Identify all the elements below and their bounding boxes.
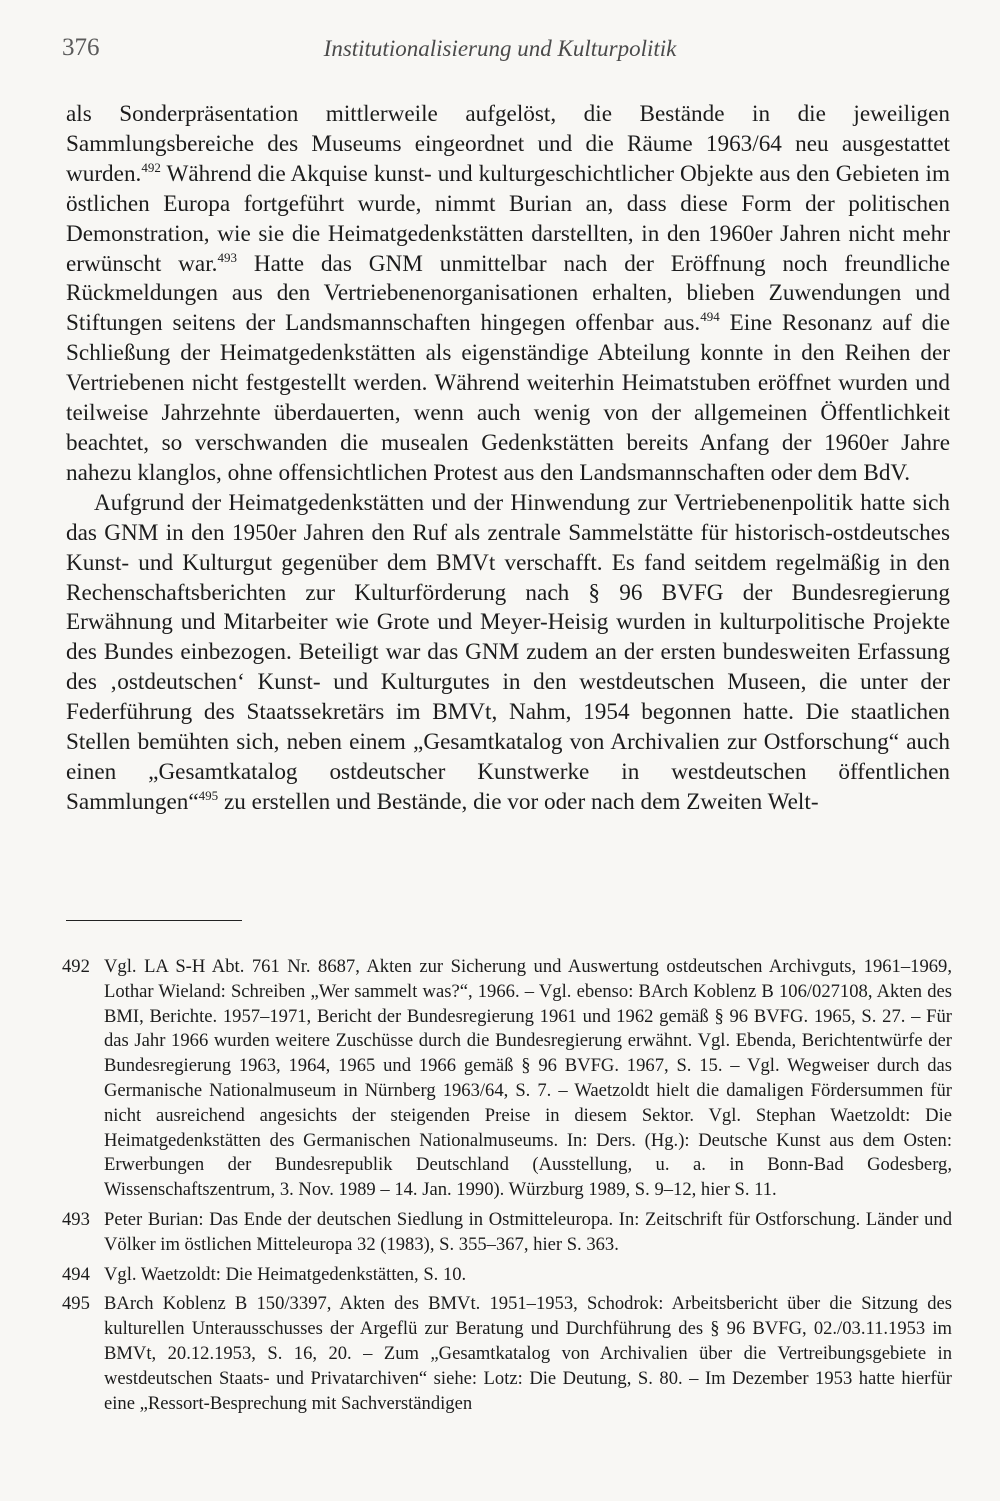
footnote-number: 495 <box>62 1293 90 1315</box>
paragraph-2-text-1: Aufgrund der Heimatgedenkstätten und der Hinwendung zur Vertriebenenpolitik hatte sich das GNM in den 1950er Jahren den Ruf als zentrale Sammelstätte für historisch-ostdeutsches Kunst- und Kulturgut gegenüber dem BMVt verschafft. Es fand seitdem regelmäßig in den Rechenschaftsberichten zur Kulturförderung nach § 96 BVFG der Bundesregierung Erwähnung und Mitarbeiter wie Grote und Meyer-Heisig wurden in kulturpolitische Projekte des Bundes einbezogen. Beteiligt war das GNM zudem an der ersten bundesweiten Erfassung des ‚ostdeutschen‘ Kunst- und Kulturgutes in den westdeutschen Museen, die unter der Federführung des Staatssekretärs im BMVt, Nahm, 1954 begonnen hatte. Die staatlichen Stellen bemühten sich, neben einem „Gesamtkatalog von Archivalien zur Ostforschung“ auch einen „Gesamtkatalog ostdeutscher Kunstwerke in westdeutschen öffentlichen Sammlungen“ <box>66 489 950 815</box>
paragraph-1-text-3: Hatte das GNM unmittelbar nach der Eröffnung noch freundliche Rückmeldungen aus den Vertriebenenorganisationen erhalten, blieben Zuwendungen und Stiftungen seitens der Landsmannschaften hingegen offenbar aus. <box>66 250 950 337</box>
paragraph-2-text-2: zu erstellen und Bestände, die vor oder nach dem Zweiten Welt- <box>218 788 819 815</box>
footnote-text: Vgl. Waetzoldt: Die Heimatgedenkstätten, S. 10. <box>104 1263 467 1285</box>
footnote-text: Peter Burian: Das Ende der deutschen Siedlung in Ostmitteleuropa. In: Zeitschrift für Ostforschung. Länder und Völker im östlichen Mitteleuropa 32 (1983), S. 355–367, hier S. 363. <box>104 1208 952 1255</box>
footnote-number: 494 <box>62 1263 90 1285</box>
paragraph-1-text-2: Während die Akquise kunst- und kulturgeschichtlicher Objekte aus den Gebieten im östlichen Europa fortgeführt wurde, nimmt Burian an, dass diese Form der politischen Demonstration, wie sie die Heimatgedenkstätten darstellten, in den 1960er Jahren nicht mehr erwünscht war. <box>66 160 950 277</box>
paragraph-1 <box>66 100 950 489</box>
footnote-divider <box>66 920 242 921</box>
paragraph-1-text-4: Eine Resonanz auf die Schließung der Heimatgedenkstätten als eigenständige Abteilung konnte in den Reihen der Vertriebenen nicht festgestellt werden. Während weiterhin Heimatstuben eröffnet wurden und teilweise Jahrzehnte überdauerten, wenn auch wenig von der allgemeinen Öffentlichkeit beachtet, so verschwanden die musealen Gedenkstätten bereits Anfang der 1960er Jahre nahezu klanglos, ohne offensichtlichen Protest aus den Landsmannschaften oder dem BdV. <box>66 310 950 486</box>
running-head: Institutionalisierung und Kulturpolitik <box>323 36 677 61</box>
footnote-ref-494[interactable]: 494 <box>700 309 720 325</box>
footnote-text: BArch Koblenz B 150/3397, Akten des BMVt. 1951–1953, Schodrok: Arbeitsbericht über die Sitzung des kulturellen Unterausschusses der Argeflü zur Beratung und Durchführung des § 96 BVFG, 02./03.11.1953 im BMVt, 20.12.1953, S. 16, 20. – Zum „Gesamtkatalog von Archivalien über die Vertreibungsgebiete in westdeutschen Staats- und Privatarchiven“ siehe: Lotz: Die Deutung, S. 80. – Im Dezember 1953 hatte hierfür eine „Ressort-Besprechung mit Sachverständigen <box>104 1293 952 1414</box>
footnote-ref-495[interactable]: 495 <box>198 787 219 803</box>
footnote-ref-493[interactable]: 493 <box>217 249 237 265</box>
footnote-ref-492[interactable]: 492 <box>141 159 161 175</box>
footnote-495 <box>62 1292 952 1416</box>
footnote-494 <box>62 1263 952 1288</box>
footnote-text: Vgl. LA S-H Abt. 761 Nr. 8687, Akten zur Sicherung und Auswertung ostdeutschen Archivguts, 1961–1969, Lothar Wieland: Schreiben „Wer sammelt was?“, 1966. – Vgl. ebenso: BArch Koblenz B 106/027108, Akten des BMI, Berichte. 1957–1971, Bericht der Bundesregierung 1961 und 1962 gemäß § 96 BVFG. 1965, S. 27. – Für das Jahr 1966 wurden weitere Zuschüsse durch die Bundesregierung erwähnt. Vgl. Ebenda, Berichtentwürfe der Bundesregierung 1963, 1964, 1965 und 1966 gemäß § 96 BVFG. 1967, S. 15. – Vgl. Wegweiser durch das Germanische Nationalmuseum in Nürnberg 1963/64, S. 7. – Waetzoldt hielt die damaligen Fördersummen für nicht ausreichend angesichts der steigenden Preise in diesem Sektor. Vgl. Stephan Waetzoldt: Die Heimatgedenkstätten des Germanischen Nationalmuseums. In: Ders. (Hg.): Deutsche Kunst aus dem Osten: Erwerbungen der Bundesrepublik Deutschland (Ausstellung, u. a. in Bonn-Bad Godesberg, Wissenschaftszentrum, 3. Nov. 1989 – 14. Jan. 1990). Würzburg 1989, S. 9–12, hier S. 11. <box>104 956 952 1201</box>
footnote-493 <box>62 1208 952 1258</box>
paragraph-2 <box>66 489 950 818</box>
footnote-number: 492 <box>62 956 90 977</box>
main-text <box>66 100 950 818</box>
footnote-492 <box>62 955 952 1203</box>
page-number: 376 <box>62 34 100 61</box>
paragraph-1-text-1: als Sonderpräsentation mittlerweile aufgelöst, die Bestände in die jeweiligen Sammlungsbereiche des Museums eingeordnet und die Räume 1963/64 neu ausgestattet wurden. <box>66 101 950 187</box>
footnote-number: 493 <box>62 1208 90 1230</box>
footnotes <box>62 955 952 1421</box>
